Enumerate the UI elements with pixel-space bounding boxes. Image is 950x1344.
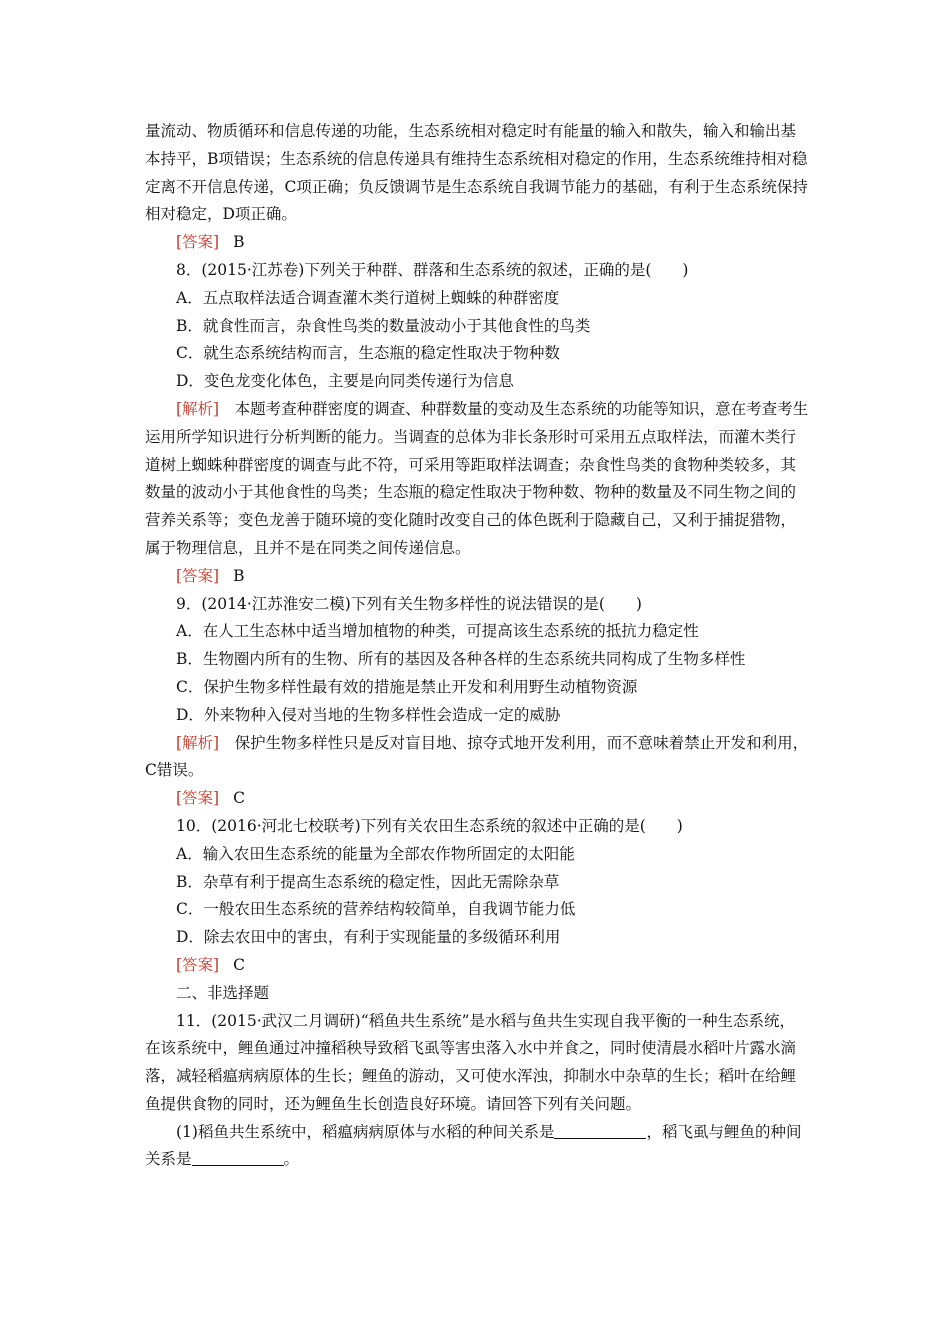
- q10-stem: 10．(2016·河北七校联考)下列有关农田生态系统的叙述中正确的是( ): [176, 816, 683, 835]
- q8-option-c: C．就生态系统结构而言，生态瓶的稳定性取决于物种数: [176, 344, 560, 363]
- q8-analysis: [145, 396, 810, 563]
- analysis-tag: [解析]: [176, 733, 220, 752]
- q7-answer: [145, 229, 810, 257]
- analysis-text: 本题考查种群密度的调查、种群数量的变动及生态系统的功能等知识，意在考查考生运用所学知识进行分析判断的能力。当调查的总体为非长条形时可采用五点取样法，而灌木类行道树上蜘蛛种群密度的调查与此不符，可采用等距取样法调查；杂食性鸟类的食物种类较多，其数量的波动小于其他食性的鸟类；生态瓶的稳定性取决于物种数、物种的数量及不同生物之间的营养关系等；变色龙善于随环境的变化随时改变自己的体色既利于隐藏自己，又利于捕捉猎物，属于物理信息，且并不是在同类之间传递信息。: [145, 399, 809, 557]
- section-heading: 二、非选择题: [176, 983, 270, 1002]
- q10-option-d: D．除去农田中的害虫，有利于实现能量的多级循环利用: [176, 928, 561, 947]
- q8-stem: 8．(2015·江苏卷)下列关于种群、群落和生态系统的叙述，正确的是( ): [176, 260, 689, 279]
- answer-blank-2[interactable]: [192, 1149, 284, 1166]
- q10-option-a: A．输入农田生态系统的能量为全部农作物所固定的太阳能: [176, 844, 575, 863]
- answer-tag: [答案]: [176, 955, 220, 974]
- q9-answer: [145, 785, 810, 813]
- q9-option-d: D．外来物种入侵对当地的生物多样性会造成一定的威胁: [176, 705, 561, 724]
- q10-option-b: B．杂草有利于提高生态系统的稳定性，因此无需除杂草: [176, 872, 560, 891]
- answer-value: C: [233, 955, 245, 974]
- answer-tag: [答案]: [176, 566, 220, 585]
- q8-option-d: D．变色龙变化体色，主要是向同类传递行为信息: [176, 372, 514, 391]
- q8-option-b: B．就食性而言，杂食性鸟类的数量波动小于其他食性的鸟类: [176, 316, 591, 335]
- analysis-text: 保护生物多样性只是反对盲目地、掠夺式地开发利用，而不意味着禁止开发和利用，C错误。: [145, 733, 809, 780]
- q11-sub1-part-c: 。: [283, 1150, 300, 1169]
- q9-option-b: B．生物圈内所有的生物、所有的基因及各种各样的生态系统共同构成了生物多样性: [176, 650, 746, 669]
- q11-stem: 11．(2015·武汉二月调研)“稻鱼共生系统”是水稻与鱼共生实现自我平衡的一种生态系统，在该系统中，鲤鱼通过冲撞稻秧导致稻飞虱等害虫落入水中并食之，同时使清晨水稻叶片露水滴落，减轻稻瘟病病原体的生长；鲤鱼的游动，又可使水浑浊，抑制水中杂草的生长；稻叶在给鲤鱼提供食物的同时，还为鲤鱼生长创造良好环境。请回答下列有关问题。: [145, 1011, 797, 1113]
- q7-analysis-continued: 量流动、物质循环和信息传递的功能，生态系统相对稳定时有能量的输入和散失，输入和输出基本持平，B项错误；生态系统的信息传递具有维持生态系统相对稳定的作用，生态系统维持相对稳定离不开信息传递，C项正确；负反馈调节是生态系统自我调节能力的基础，有利于生态系统保持相对稳定，D项正确。: [145, 122, 808, 224]
- document-page: [145, 118, 810, 1174]
- answer-blank-1[interactable]: [554, 1122, 646, 1139]
- q10-option-c: C．一般农田生态系统的营养结构较简单，自我调节能力低: [176, 900, 576, 919]
- analysis-tag: [解析]: [176, 399, 220, 418]
- q9-option-a: A．在人工生态林中适当增加植物的种类，可提高该生态系统的抵抗力稳定性: [176, 622, 699, 641]
- q11-sub1-part-b: ，稻飞虱与鲤鱼的种间关系是: [145, 1122, 802, 1169]
- answer-value: B: [233, 566, 245, 585]
- q10-answer: [145, 952, 810, 980]
- q11-sub1-part-a: (1)稻鱼共生系统中，稻瘟病病原体与水稻的种间关系是: [176, 1122, 555, 1141]
- q9-analysis: [145, 730, 810, 786]
- q8-answer: [145, 563, 810, 591]
- q11-sub1: [145, 1119, 810, 1175]
- q9-option-c: C．保护生物多样性最有效的措施是禁止开发和利用野生动植物资源: [176, 677, 638, 696]
- answer-value: C: [233, 789, 245, 808]
- answer-tag: [答案]: [176, 233, 220, 252]
- answer-tag: [答案]: [176, 789, 220, 808]
- q9-stem: 9．(2014·江苏淮安二模)下列有关生物多样性的说法错误的是( ): [176, 594, 642, 613]
- q8-option-a: A．五点取样法适合调查灌木类行道树上蜘蛛的种群密度: [176, 288, 560, 307]
- answer-value: B: [233, 233, 245, 252]
